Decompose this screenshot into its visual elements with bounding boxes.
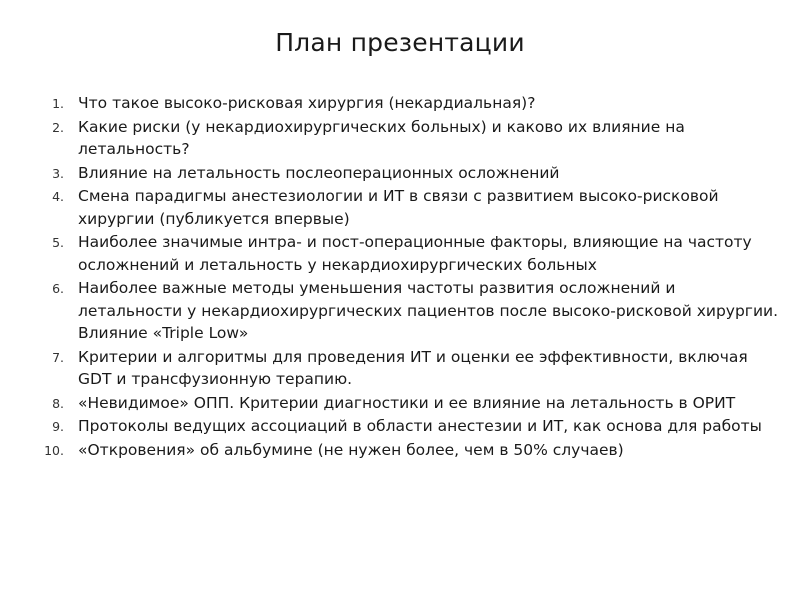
item-number: 1. bbox=[52, 96, 64, 111]
item-text: «Невидимое» ОПП. Критерии диагностики и ее влияние на летальность в ОРИТ bbox=[78, 393, 736, 412]
list-item bbox=[0, 185, 800, 230]
list-item bbox=[0, 415, 800, 438]
list-item bbox=[0, 162, 800, 185]
item-text: Критерии и алгоритмы для проведения ИТ и оценки ее эффективности, включая GDT и трансфузионную терапию. bbox=[78, 347, 748, 388]
list-item bbox=[0, 231, 800, 276]
item-text: Какие риски (у некардиохирургических больных) и каково их влияние на летальность? bbox=[78, 117, 685, 158]
list-item bbox=[0, 277, 800, 345]
item-text: Протоколы ведущих ассоциаций в области анестезии и ИТ, как основа для работы bbox=[78, 417, 762, 435]
list-item bbox=[0, 439, 800, 462]
item-number: 9. bbox=[52, 419, 64, 434]
item-number: 4. bbox=[52, 189, 64, 204]
list-item bbox=[0, 92, 800, 115]
item-number: 2. bbox=[52, 119, 64, 135]
item-number: 8. bbox=[52, 395, 64, 411]
item-number: 10. bbox=[44, 442, 64, 458]
slide-title: План презентации bbox=[275, 28, 525, 57]
item-text: Влияние на летальность послеоперационных осложнений bbox=[78, 163, 560, 182]
item-number: 5. bbox=[52, 235, 64, 250]
list-item bbox=[0, 346, 800, 391]
list-item bbox=[0, 392, 800, 415]
item-number: 6. bbox=[52, 281, 64, 296]
item-text: Наиболее важные методы уменьшения частоты развития осложнений и летальности у некардиохирургических пациентов после высоко-рисковой хирургии. Влияние «Triple Low» bbox=[78, 279, 779, 342]
item-number: 3. bbox=[52, 165, 64, 181]
list-item bbox=[0, 116, 800, 161]
item-text: Наиболее значимые интра- и пост-операционные факторы, влияющие на частоту осложнений и летальность у некардиохирургических больных bbox=[78, 233, 752, 274]
agenda-list bbox=[0, 92, 800, 462]
item-number: 7. bbox=[52, 349, 64, 365]
item-text: «Откровения» об альбумине (не нужен более, чем в 50% случаев) bbox=[78, 440, 624, 459]
item-text: Что такое высоко-рисковая хирургия (некардиальная)? bbox=[78, 94, 536, 112]
item-text: Смена парадигмы анестезиологии и ИТ в связи с развитием высоко-рисковой хирургии (публикуется впервые) bbox=[78, 187, 719, 228]
